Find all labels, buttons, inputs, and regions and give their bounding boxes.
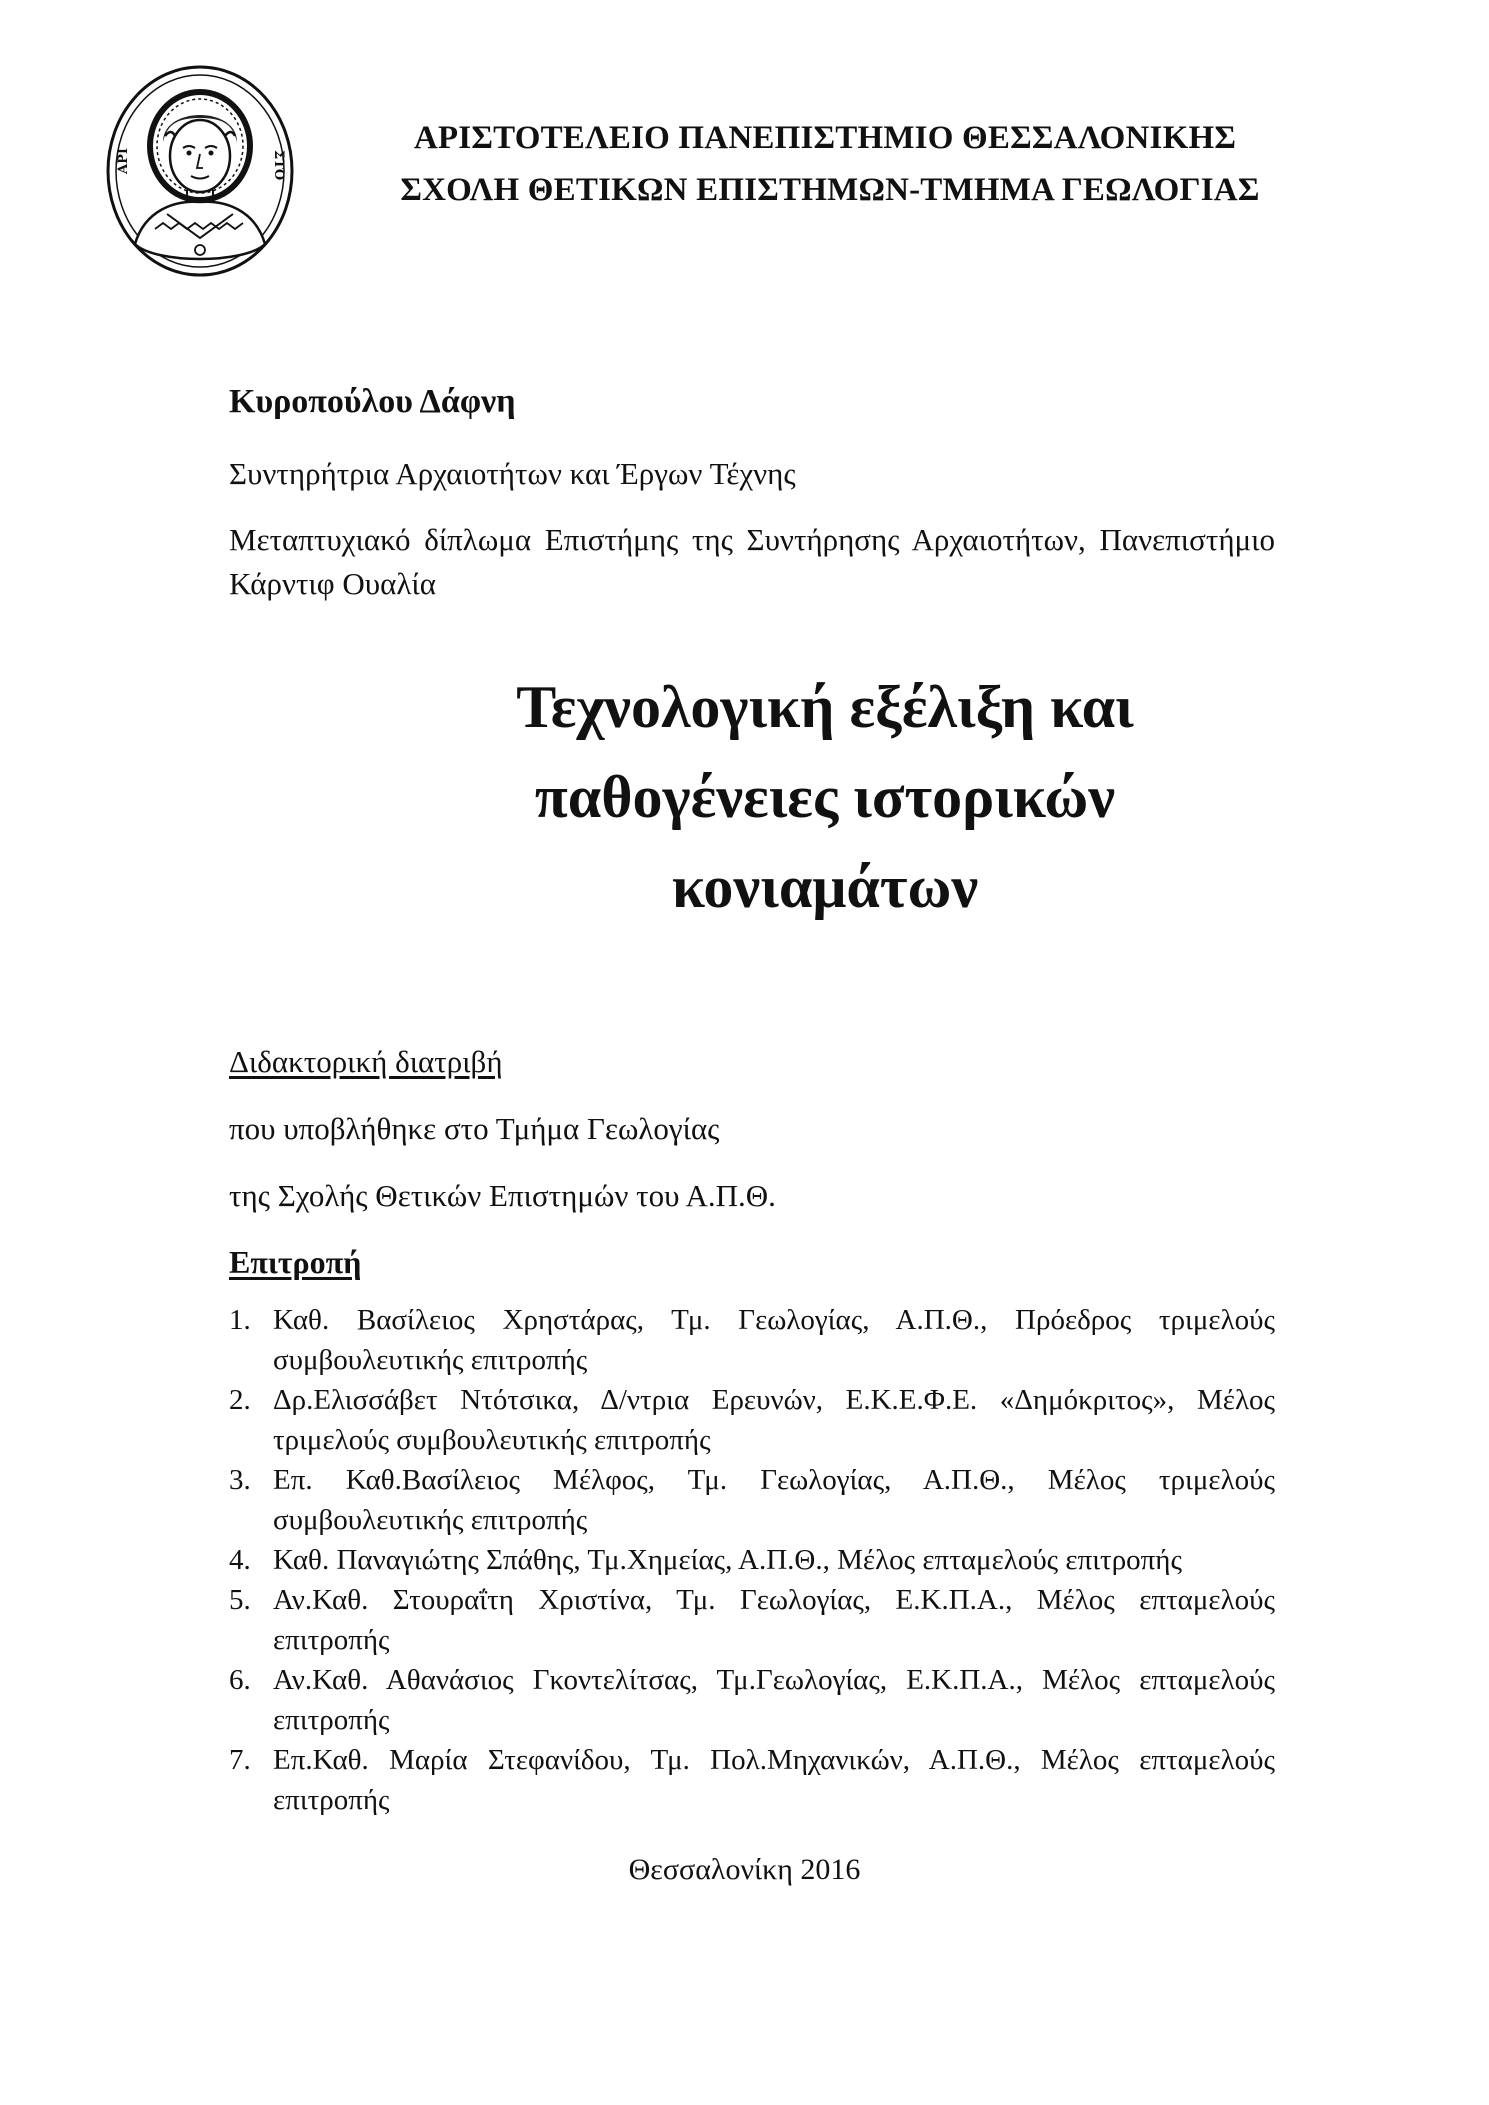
list-item-number: 4. — [229, 1544, 251, 1576]
author-degree: Μεταπτυχιακό δίπλωμα Επιστήμης της Συντήρησης Αρχαιοτήτων, Πανεπιστήμιο Κάρντιφ Ουαλία — [229, 522, 1275, 601]
list-item-number: 7. — [229, 1744, 251, 1776]
author-role: Συντηρήτρια Αρχαιοτήτων και Έργων Τέχνης — [229, 456, 796, 491]
list-item — [229, 1740, 1275, 1820]
svg-text:ΑΡΙ: ΑΡΙ — [116, 148, 131, 174]
list-item-number: 6. — [229, 1664, 251, 1696]
title-line-2: παθογένειες ιστορικών — [534, 764, 1116, 830]
university-name: ΑΡΙΣΤΟΤΕΛΕΙΟ ΠΑΝΕΠΙΣΤΗΜΙΟ ΘΕΣΣΑΛΟΝΙΚΗΣ — [413, 120, 1237, 156]
list-item-number: 1. — [229, 1304, 251, 1336]
svg-text:ΣΤΟ: ΣΤΟ — [271, 150, 286, 181]
list-item-text: Αν.Καθ. Στουραΐτη Χριστίνα, Τμ. Γεωλογίας, Ε.Κ.Π.Α., Μέλος επταμελούς επιτροπής — [273, 1584, 1275, 1656]
list-item-number: 5. — [229, 1584, 251, 1616]
committee-list — [229, 1300, 1275, 1820]
thesis-submitted-line-2: της Σχολής Θετικών Επιστημών του Α.Π.Θ. — [229, 1178, 776, 1213]
school-department: ΣΧΟΛΗ ΘΕΤΙΚΩΝ ΕΠΙΣΤΗΜΩΝ-ΤΜΗΜΑ ΓΕΩΛΟΓΙΑΣ — [400, 172, 1260, 208]
university-seal-icon — [105, 64, 295, 278]
list-item-text: Αν.Καθ. Αθανάσιος Γκοντελίτσας, Τμ.Γεωλογίας, Ε.Κ.Π.Α., Μέλος επταμελούς επιτροπής — [273, 1664, 1275, 1736]
title-line-3: κονιαμάτων — [671, 854, 979, 920]
list-item-text: Επ.Καθ. Μαρία Στεφανίδου, Τμ. Πολ.Μηχανικών, Α.Π.Θ., Μέλος επταμελούς επιτροπής — [273, 1744, 1275, 1816]
title-line-1: Τεχνολογική εξέλιξη και — [516, 674, 1134, 740]
list-item — [229, 1300, 1275, 1380]
place-year: Θεσσαλονίκη 2016 — [628, 1853, 861, 1886]
list-item-number: 3. — [229, 1464, 251, 1496]
thesis-type: Διδακτορική διατριβή — [229, 1044, 503, 1079]
list-item-number: 2. — [229, 1384, 251, 1416]
thesis-submitted-line-1: που υποβλήθηκε στο Τμήμα Γεωλογίας — [229, 1111, 720, 1146]
list-item-text: Επ. Καθ.Βασίλειος Μέλφος, Τμ. Γεωλογίας, Α.Π.Θ., Μέλος τριμελούς συμβουλευτικής επιτροπής — [273, 1464, 1275, 1536]
list-item-text: Καθ. Παναγιώτης Σπάθης, Τμ.Χημείας, Α.Π.Θ., Μέλος επταμελούς επιτροπής — [273, 1544, 1182, 1576]
thesis-title — [300, 662, 1350, 932]
committee-heading: Επιτροπή — [229, 1244, 362, 1280]
list-item — [229, 1540, 1275, 1580]
list-item — [229, 1580, 1275, 1660]
author-name: Κυροπούλου Δάφνη — [229, 383, 516, 420]
list-item-text: Καθ. Βασίλειος Χρηστάρας, Τμ. Γεωλογίας, Α.Π.Θ., Πρόεδρος τριμελούς συμβουλευτικής επιτροπής — [273, 1304, 1275, 1376]
list-item-text: Δρ.Ελισσάβετ Ντότσικα, Δ/ντρια Ερευνών, Ε.Κ.Ε.Φ.Ε. «Δημόκριτος», Μέλος τριμελούς συμβουλευτικής επιτροπής — [273, 1384, 1275, 1456]
list-item — [229, 1460, 1275, 1540]
header — [330, 112, 1330, 216]
list-item — [229, 1380, 1275, 1460]
list-item — [229, 1660, 1275, 1740]
